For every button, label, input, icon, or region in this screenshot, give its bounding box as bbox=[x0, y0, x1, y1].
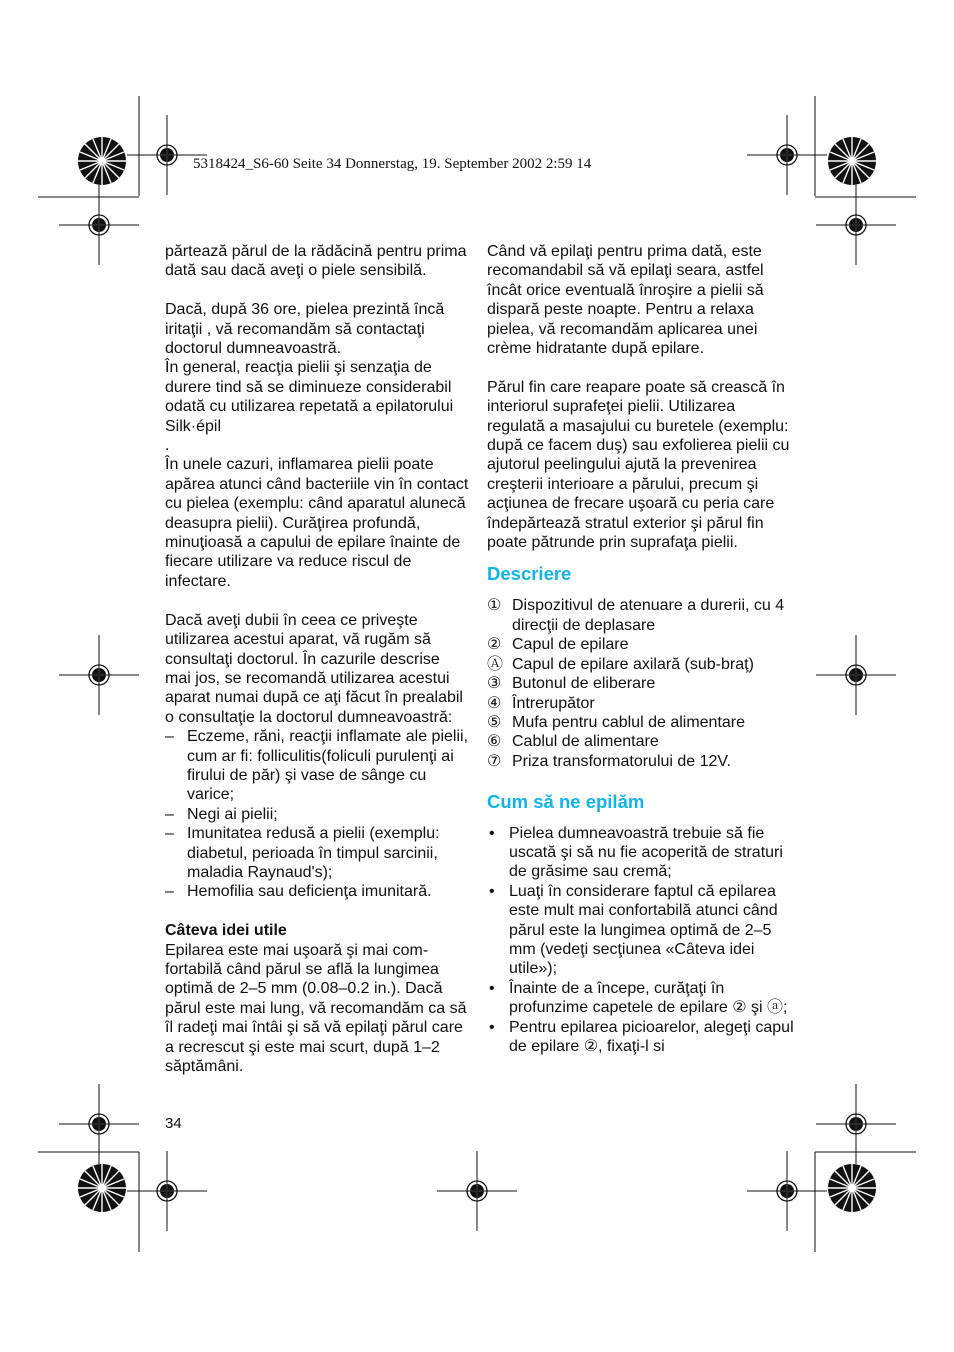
contraindication-list bbox=[165, 727, 470, 902]
instruction-list bbox=[487, 824, 797, 1057]
paragraph: Dacă aveţi dubii în ceea ce priveşte utilizarea acestui aparat, vă rugăm să consultaţi doctorul. În cazurile descrise mai jos, se recomandă utilizarea acestui aparat numai după ce aţi făcut în prealabil o consultaţie la doctorul dumneavoastră: bbox=[165, 611, 463, 726]
list-item: Ⓐ Capul de epilare axilară (sub-braţ) bbox=[487, 655, 754, 673]
tips-title: Câteva idei utile bbox=[165, 922, 287, 940]
tips-paragraph: Epilarea este mai uşoară şi mai com-fortabilă când părul se află la lungimea optimă de 2–5 mm (0.08–0.2 in.). Dacă părul este mai lung, vă recomandăm ca să îl radeţi mai întâi şi să vă epilaţi părul care a recrescut şi este mai scurt, după 1–2 săptămâni. bbox=[165, 941, 467, 1076]
list-item: ⑥ Cablul de alimentare bbox=[487, 733, 659, 751]
page-number: 34 bbox=[165, 1115, 182, 1132]
list-item: • Pentru epilarea picioarelor, alegeţi capul de epilare ②, fixaţi-l si bbox=[489, 1018, 794, 1055]
list-item: ⑤ Mufa pentru cablul de alimentare bbox=[487, 713, 746, 731]
list-item: • Pielea dumneavoastră trebuie să fie uscată şi să nu fie acoperită de straturi de grăsime sau cremă; bbox=[489, 824, 783, 881]
print-imprint: 5318424_S6-60 Seite 34 Donnerstag, 19. September 2002 2:59 14 bbox=[193, 156, 592, 172]
list-item: – Negi ai pielii; bbox=[165, 805, 278, 823]
paragraph: părtează părul de la rădăcină pentru prima dată sau dacă aveţi o piele sensibilă. bbox=[165, 243, 467, 280]
right-column bbox=[487, 242, 797, 1056]
list-item: ① Dispozitivul de atenuare a durerii, cu 4 direcţii de deplasare bbox=[487, 597, 785, 634]
list-item: ② Capul de epilare bbox=[487, 636, 629, 654]
list-item: • Luaţi în considerare faptul că epilarea este mult mai confortabilă atunci când părul este la lungimea optimă de 2–5 mm (vedeţi secţiunea «Câteva idei utile»); bbox=[489, 882, 778, 978]
section-heading-descriere: Descriere bbox=[487, 563, 572, 585]
paragraph: Părul fin care reapare poate să crească în interiorul suprafeţei pielii. Utilizarea regulată a masajului cu buretele (exemplu: după ce facem duş) sau exfolierea pielii cu ajutorul peelingului ajută la prevenirea creşterii interioare a părului, precum şi acţiunea de frecare uşoară cu peria care îndepărtează stratul exterior şi părul fin poate pătrunde prin suprafaţa pielii. bbox=[487, 378, 790, 552]
list-item: – Imunitatea redusă a pielii (exemplu: diabetul, perioada în timpul sarcinii, maladia Raynaud's); bbox=[165, 825, 440, 881]
list-item: ⑦ Priza transformatorului de 12V. bbox=[487, 752, 732, 770]
list-item: ③ Butonul de eliberare bbox=[487, 675, 656, 693]
description-list bbox=[487, 596, 797, 771]
paragraph: Când vă epilaţi pentru prima dată, este recomandabil să vă epilaţi seara, astfel încât orice eventuală înroşire a pielii să dispară peste noapte. Pentru a relaxa pielea, vă recomandăm aplicarea unei crème hidratante după epilare. bbox=[487, 243, 764, 358]
paragraph: În general, reacţia pielii şi senzaţia de durere tind să se diminueze considerabil odată cu utilizarea repetată a epilatorului Silk·épil bbox=[165, 359, 454, 435]
left-column bbox=[165, 242, 470, 1076]
list-item: – Eczeme, răni, reacţii inflamate ale pielii, cum ar fi: folliculitis(foliculi purulenţi ai firului de păr) şi vase de sânge cu varice; bbox=[165, 728, 469, 804]
section-heading-cum: Cum să ne epilăm bbox=[487, 790, 645, 812]
paragraph: În unele cazuri, inflamarea pielii poate apărea atunci când bacteriile vin în contact cu pielea (exemplu: când aparatul alunecă deasupra pielii). Curăţirea profundă, minuţioasă a capului de epilare înainte de fiecare utilizare va reduce riscul de infectare. bbox=[165, 456, 469, 590]
list-item: • Înainte de a începe, curăţaţi în profunzime capetele de epilare ② şi ⓐ; bbox=[489, 979, 788, 1017]
paragraph: . bbox=[165, 437, 170, 455]
list-item: ④ Întrerupător bbox=[487, 694, 595, 712]
list-item: – Hemofilia sau deficienţa imunitară. bbox=[165, 883, 432, 901]
paragraph: Dacă, după 36 ore, pielea prezintă încă iritaţii , vă recomandăm să contactaţi doctorul dumneavoastră. bbox=[165, 301, 445, 358]
